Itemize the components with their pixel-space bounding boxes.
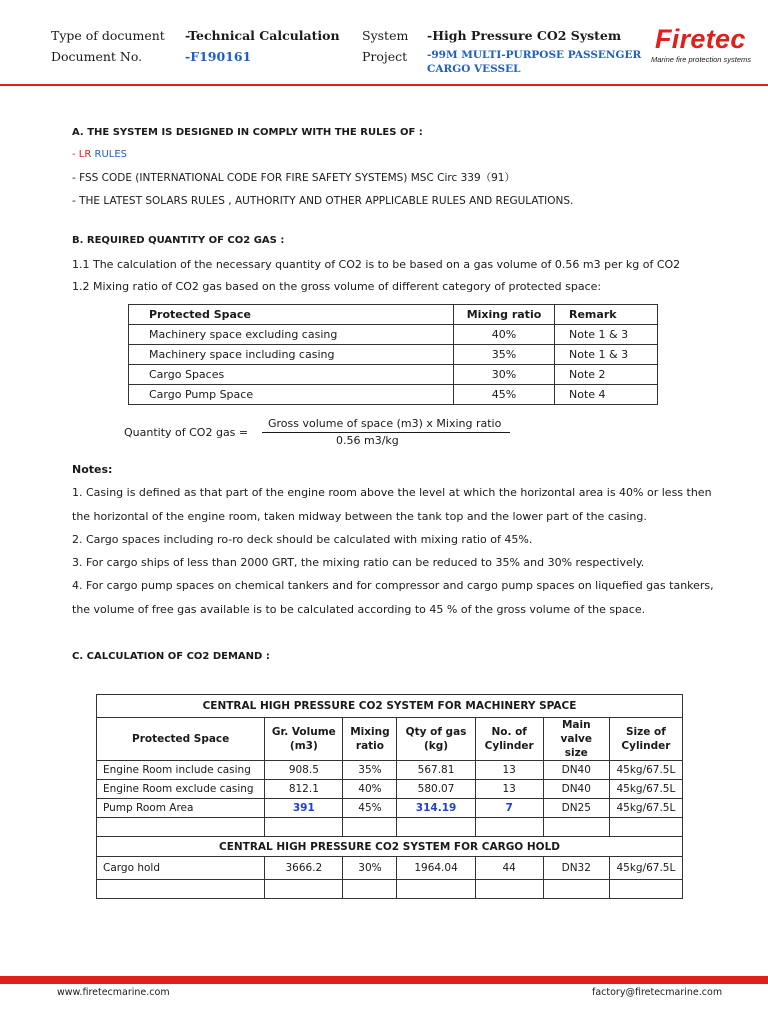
table-header-row [129,305,658,325]
mixing-ratio-table [128,304,658,405]
table-cell: 35% [454,345,555,365]
note-4-line-1: 4. For cargo pump spaces on chemical tankers and for compressor and cargo pump spaces on liquefied gas tankers, [72,579,714,592]
table-cell: Cargo hold [97,857,265,880]
rule-lr-suffix: RULES [91,149,127,160]
table-cell: 45% [454,385,555,405]
co2-demand-table [96,694,683,899]
table-cell: 40% [343,780,397,799]
empty-row [97,880,683,899]
table-cell: 7 [475,799,543,818]
machinery-title-row [97,695,683,718]
table-row [97,780,683,799]
table-cell: DN40 [543,780,609,799]
table-row [129,385,658,405]
project-value-line2: CARGO VESSEL [427,63,521,75]
column-header-row [97,718,683,761]
table-cell: Machinery space including casing [129,345,454,365]
doc-number-label: Document No. [51,49,143,64]
table-row [129,365,658,385]
table-cell: DN40 [543,761,609,780]
table-cell: 1964.04 [397,857,475,880]
table-cell: Note 1 & 3 [555,325,658,345]
rule-lr-prefix: - LR [72,149,92,160]
system-label: System [362,28,409,43]
mixing-ratio-intro: 1.2 Mixing ratio of CO2 gas based on the gross volume of different category of protected space: [72,280,602,293]
column-header: Gr. Volume (m3) [265,718,343,761]
table-cell: 908.5 [265,761,343,780]
section-c-title: C. CALCULATION OF CO2 DEMAND : [72,651,270,662]
project-value [427,48,641,76]
header-divider [0,84,768,86]
section-a-title: A. THE SYSTEM IS DESIGNED IN COMPLY WITH THE RULES OF : [72,127,423,138]
system-value: -High Pressure CO2 System [427,28,622,43]
note-1-line-1: 1. Casing is defined as that part of the engine room above the level at which the horizontal area is 40% or less then [72,486,712,499]
table-cell: 391 [265,799,343,818]
project-label: Project [362,49,408,64]
fraction-bar [262,432,510,433]
table-cell: 45% [343,799,397,818]
column-header: Size of Cylinder [609,718,682,761]
cargo-table-title: CENTRAL HIGH PRESSURE CO2 SYSTEM FOR CARGO HOLD [97,837,683,857]
table-cell: Engine Room include casing [97,761,265,780]
project-value-line1: -99M MULTI-PURPOSE PASSENGER [427,49,642,61]
formula-numerator: Gross volume of space (m3) x Mixing ratio [268,417,502,430]
table-header: Mixing ratio [454,305,555,325]
table-cell: Pump Room Area [97,799,265,818]
note-2: 2. Cargo spaces including ro-ro deck should be calculated with mixing ratio of 45%. [72,533,533,546]
notes-title: Notes: [72,463,113,476]
table-cell: Cargo Spaces [129,365,454,385]
firetec-logo: Firetec [655,24,746,54]
table-cell: 44 [475,857,543,880]
table-cell: Note 2 [555,365,658,385]
table-cell: 13 [475,761,543,780]
column-header: Mixing ratio [343,718,397,761]
table-cell: 45kg/67.5L [609,780,682,799]
note-4-line-2: the volume of free gas available is to be calculated according to 45 % of the gross volume of the space. [72,603,646,616]
table-cell: 13 [475,780,543,799]
formula-denominator: 0.56 m3/kg [336,434,399,447]
doc-number-value: -F190161 [185,49,252,64]
table-cell: DN32 [543,857,609,880]
table-cell: 35% [343,761,397,780]
column-header: Qty of gas (kg) [397,718,475,761]
rule-fss: - FSS CODE (INTERNATIONAL CODE FOR FIRE SAFETY SYSTEMS) MSC Circ 339（91） [72,172,515,184]
footer-email: factory@firetecmarine.com [592,987,723,998]
table-cell: Note 4 [555,385,658,405]
table-cell: 45kg/67.5L [609,761,682,780]
table-cell: 812.1 [265,780,343,799]
table-cell: 567.81 [397,761,475,780]
table-cell: 45kg/67.5L [609,799,682,818]
footer-divider [0,976,768,984]
table-cell: 580.07 [397,780,475,799]
column-header: No. of Cylinder [475,718,543,761]
table-header: Remark [555,305,658,325]
rule-solas: - THE LATEST SOLARS RULES , AUTHORITY AND OTHER APPLICABLE RULES AND REGULATIONS. [72,195,574,207]
table-cell: Machinery space excluding casing [129,325,454,345]
footer-website: www.firetecmarine.com [57,987,170,998]
machinery-table-title: CENTRAL HIGH PRESSURE CO2 SYSTEM FOR MACHINERY SPACE [97,695,683,718]
formula-label: Quantity of CO2 gas = [124,426,249,439]
table-cell: Engine Room exclude casing [97,780,265,799]
note-3: 3. For cargo ships of less than 2000 GRT, the mixing ratio can be reduced to 35% and 30% respectively. [72,556,645,569]
table-row [97,799,683,818]
table-cell: Cargo Pump Space [129,385,454,405]
logo-subtitle: Marine fire protection systems [651,55,752,64]
table-cell: 30% [454,365,555,385]
rule-lr [72,150,127,160]
table-header: Protected Space [129,305,454,325]
doc-type-value: -Technical Calculation [185,28,340,43]
cargo-title-row [97,837,683,857]
column-header: Protected Space [97,718,265,761]
table-cell: 314.19 [397,799,475,818]
table-row [97,857,683,880]
table-cell: 45kg/67.5L [609,857,682,880]
column-header: Main valve size [543,718,609,761]
table-cell: Note 1 & 3 [555,345,658,365]
table-cell: 3666.2 [265,857,343,880]
table-row [129,325,658,345]
empty-row [97,818,683,837]
note-1-line-2: the horizontal of the engine room, taken midway between the tank top and the lower part of the casing. [72,510,647,523]
calc-basis-text: 1.1 The calculation of the necessary quantity of CO2 is to be based on a gas volume of 0.56 m3 per kg of CO2 [72,258,681,271]
table-cell: DN25 [543,799,609,818]
table-row [97,761,683,780]
table-cell: 40% [454,325,555,345]
doc-type-label: Type of document [51,28,165,43]
table-cell: 30% [343,857,397,880]
section-b-title: B. REQUIRED QUANTITY OF CO2 GAS : [72,235,285,246]
table-row [129,345,658,365]
